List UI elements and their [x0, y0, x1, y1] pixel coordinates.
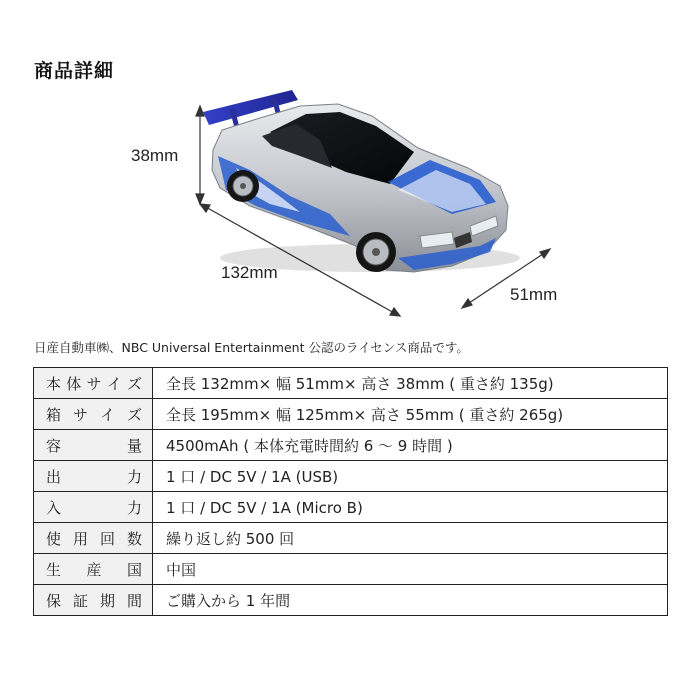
- table-row: [34, 585, 668, 616]
- spec-value: ご購入から 1 年間: [153, 585, 668, 616]
- table-row: [34, 368, 668, 399]
- spec-value: 繰り返し約 500 回: [153, 523, 668, 554]
- spec-label-text: 本 体 サ イ ズ: [46, 374, 142, 393]
- spec-label: [34, 399, 153, 430]
- length-dimension-label: 132mm: [221, 263, 278, 282]
- rear-wheel: [227, 170, 259, 202]
- height-dimension-label: 38mm: [131, 146, 179, 165]
- table-row: [34, 430, 668, 461]
- spec-value: 中国: [153, 554, 668, 585]
- table-row: [34, 399, 668, 430]
- spec-label: [34, 368, 153, 399]
- spec-label: [34, 585, 153, 616]
- spec-label-text: 入 力: [46, 498, 142, 517]
- spec-label-text: 容 量: [46, 436, 142, 455]
- table-row: [34, 554, 668, 585]
- spec-value: 1 口 / DC 5V / 1A (USB): [153, 461, 668, 492]
- front-wheel: [356, 232, 396, 272]
- spec-value: 4500mAh ( 本体充電時間約 6 ～ 9 時間 ): [153, 430, 668, 461]
- license-notice: 日産自動車㈱、NBC Universal Entertainment 公認のライセンス商品です。: [34, 340, 469, 355]
- spec-label-text: 使 用 回 数: [46, 529, 142, 548]
- spec-label: [34, 554, 153, 585]
- spec-value: 全長 195mm× 幅 125mm× 高さ 55mm ( 重さ約 265g): [153, 399, 668, 430]
- car-illustration: [203, 90, 520, 272]
- spec-label-text: 箱 サ イ ズ: [46, 405, 142, 424]
- spec-value: 1 口 / DC 5V / 1A (Micro B): [153, 492, 668, 523]
- width-dimension-label: 51mm: [510, 285, 558, 304]
- spec-table: [33, 367, 668, 616]
- spec-value: 全長 132mm× 幅 51mm× 高さ 38mm ( 重さ約 135g): [153, 368, 668, 399]
- spec-label: [34, 461, 153, 492]
- spec-label: [34, 492, 153, 523]
- spec-label: [34, 523, 153, 554]
- table-row: [34, 461, 668, 492]
- page-title: 商品詳細: [34, 60, 115, 82]
- table-row: [34, 523, 668, 554]
- spec-label-text: 生 産 国: [46, 560, 142, 579]
- spec-label-text: 保 証 期 間: [46, 591, 142, 610]
- spec-label-text: 出 力: [46, 467, 142, 486]
- spec-label: [34, 430, 153, 461]
- table-row: [34, 492, 668, 523]
- product-figure: [0, 0, 700, 330]
